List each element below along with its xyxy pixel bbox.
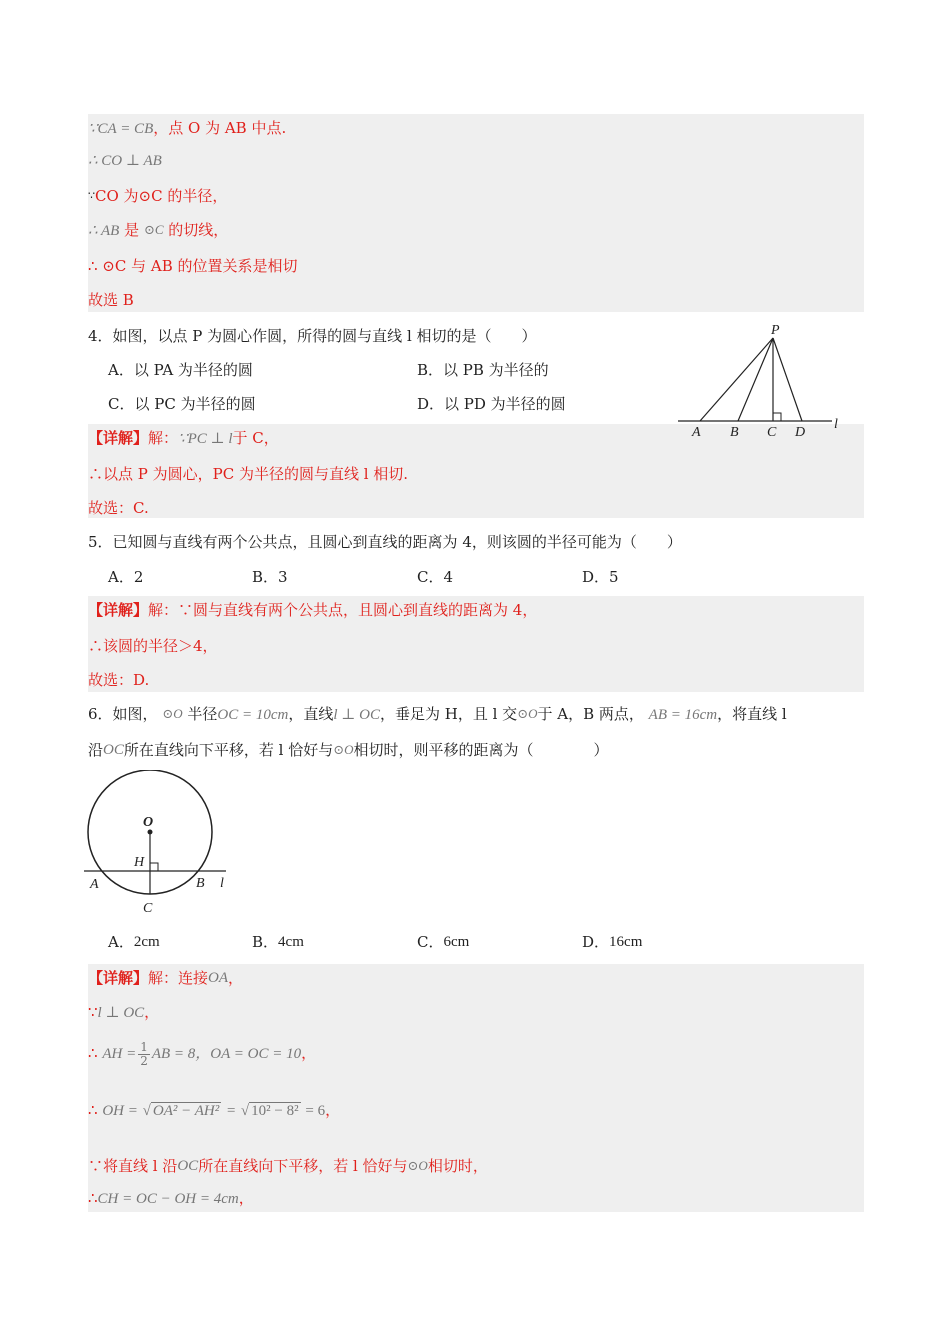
q4-sol-line1: 【详解】解：∵PC ⊥ l于 C， bbox=[88, 429, 279, 447]
q4-segment-pd bbox=[773, 338, 802, 421]
q4-label-p: P bbox=[771, 323, 780, 338]
q6-sol-line4: ∴ OH = √ OA² − AH² = √ 10² − 8² = 6， bbox=[88, 1101, 341, 1119]
q6-sol-line1: 【详解】解：连接OA， bbox=[88, 969, 244, 987]
q6-center-dot bbox=[148, 830, 153, 835]
q6-label-a: A bbox=[90, 877, 99, 892]
q5-stem: 5．已知圆与直线有两个公共点，且圆心到直线的距离为 4，则该圆的半径可能为（ ） bbox=[88, 533, 682, 551]
q4-segment-pa bbox=[700, 338, 773, 421]
q6-option-a[interactable]: A．2cm bbox=[108, 933, 160, 951]
q4-option-d[interactable]: D．以 PD 为半径的圆 bbox=[417, 395, 566, 413]
q3-solution-block bbox=[88, 114, 864, 312]
q3-sol-line5: ∴ ⊙C 与 AB 的位置关系是相切 bbox=[88, 257, 298, 275]
q4-option-b[interactable]: B．以 PB 为半径的 bbox=[417, 361, 549, 379]
q6-sol-line3: ∴ AH = $\frac{1}{2}$ AB = 8，OA = OC = 10， bbox=[88, 1039, 317, 1068]
q5-option-a[interactable]: A．2 bbox=[108, 568, 144, 586]
q6-option-c[interactable]: C．6cm bbox=[417, 933, 470, 951]
q6-right-angle-mark bbox=[150, 863, 158, 871]
q6-option-b[interactable]: B．4cm bbox=[252, 933, 304, 951]
q5-sol-line3: 故选：D. bbox=[88, 671, 150, 689]
q6-stem-line1: 6．如图， ⊙O 半径OC = 10cm，直线l ⊥ OC，垂足为 H，且 l 交⊙O于 A，B 两点， AB = 16cm，将直线 l bbox=[88, 705, 787, 723]
q3-sol-line1: ∵CA = CB，点 O 为 AB 中点. bbox=[88, 119, 287, 137]
q3-sol-line2: ∴ CO ⊥ AB bbox=[88, 153, 162, 169]
q4-stem: 4．如图，以点 P 为圆心作圆，所得的圆与直线 l 相切的是（ ） bbox=[88, 327, 537, 345]
q3-sol-line4: ∴ AB 是 ⊙C 的切线， bbox=[88, 221, 229, 239]
q6-sol-line6: ∴CH = OC − OH = 4cm， bbox=[88, 1189, 254, 1207]
q4-label-b: B bbox=[730, 425, 739, 440]
q6-sol-line5: ∵将直线 l 沿OC所在直线向下平移，若 l 恰好与⊙O相切时， bbox=[88, 1157, 488, 1175]
q6-option-d[interactable]: D．16cm bbox=[582, 933, 643, 951]
q4-option-a[interactable]: A．以 PA 为半径的圆 bbox=[108, 361, 253, 379]
q6-label-c: C bbox=[143, 901, 153, 916]
q3-sol-line3: ∵CO 为⊙C 的半径， bbox=[88, 187, 228, 205]
q4-segment-pb bbox=[738, 338, 773, 421]
q5-option-b[interactable]: B．3 bbox=[252, 568, 288, 586]
q4-label-c: C bbox=[767, 425, 777, 440]
q5-option-c[interactable]: C．4 bbox=[417, 568, 454, 586]
q5-sol-line1: 【详解】解：∵圆与直线有两个公共点，且圆心到直线的距离为 4， bbox=[88, 601, 538, 619]
q6-label-o: O bbox=[143, 815, 154, 830]
q4-label-d: D bbox=[795, 425, 806, 440]
q6-stem-line2: 沿OC所在直线向下平移，若 l 恰好与⊙O相切时，则平移的距离为（ ） bbox=[88, 741, 609, 759]
q6-sol-line2: ∵l ⊥ OC， bbox=[88, 1003, 160, 1021]
q3-sol-line6: 故选 B bbox=[88, 291, 134, 309]
q4-label-a: A bbox=[692, 425, 701, 440]
q4-sol-line2: ∴以点 P 为圆心，PC 为半径的圆与直线 l 相切. bbox=[88, 465, 409, 483]
q4-right-angle-mark bbox=[773, 413, 781, 421]
q4-sol-line3: 故选：C. bbox=[88, 499, 149, 517]
q6-label-l: l bbox=[220, 876, 224, 891]
q4-label-l: l bbox=[834, 417, 838, 432]
q6-label-b: B bbox=[196, 876, 205, 891]
q5-option-d[interactable]: D．5 bbox=[582, 568, 619, 586]
q4-option-c[interactable]: C．以 PC 为半径的圆 bbox=[108, 395, 256, 413]
q6-label-h: H bbox=[134, 855, 145, 870]
q6-figure bbox=[80, 770, 240, 920]
q5-sol-line2: ∴该圆的半径＞4， bbox=[88, 637, 218, 655]
q4-figure bbox=[670, 318, 850, 442]
fraction-one-half: $\frac{1}{2}$ bbox=[140, 1039, 148, 1068]
